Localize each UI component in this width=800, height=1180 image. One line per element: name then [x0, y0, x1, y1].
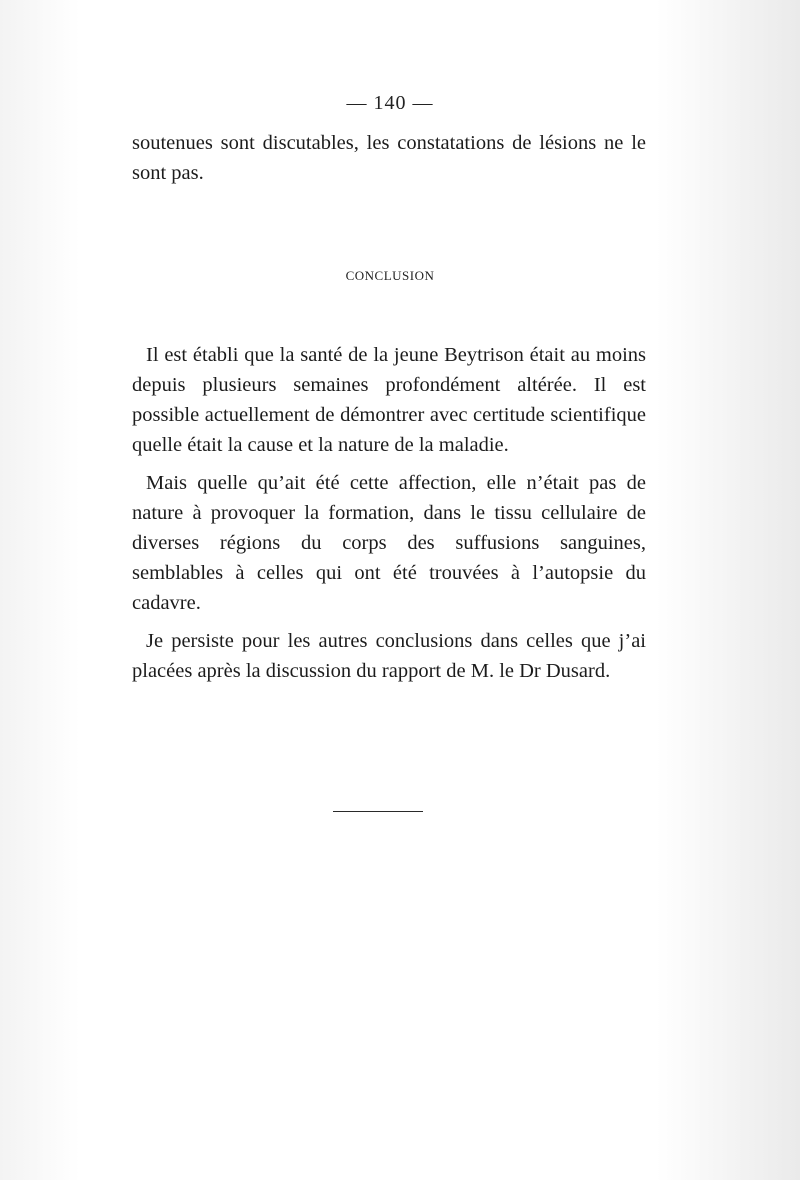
continuation-paragraph: soutenues sont discutables, les constatations de lésions ne le sont pas. — [132, 132, 646, 184]
paragraph-1: Il est établi que la santé de la jeune Beytrison était au moins depuis plusieurs semaines profondément altérée. Il est possible actuellement de démontrer avec certitude scientifique quelle était la cause et la nature de la maladie. — [132, 344, 646, 456]
section-heading: CONCLUSION — [345, 268, 435, 283]
conclusion-body — [132, 340, 646, 686]
closing-rule — [333, 811, 423, 812]
page-number: — 140 — — [346, 92, 434, 114]
paragraph-2: Mais quelle qu’ait été cette affection, elle n’était pas de nature à provoquer la formation, dans le tissu cellulaire de diverses régions du corps des suffusions sanguines, semblables à celles qui ont été trouvées à l’autopsie du cadavre. — [132, 472, 646, 614]
paragraph-3: Je persiste pour les autres conclusions dans celles que j’ai placées après la discussion du rapport de M. le Dr Dusard. — [132, 630, 646, 682]
continuation-block — [132, 128, 646, 188]
